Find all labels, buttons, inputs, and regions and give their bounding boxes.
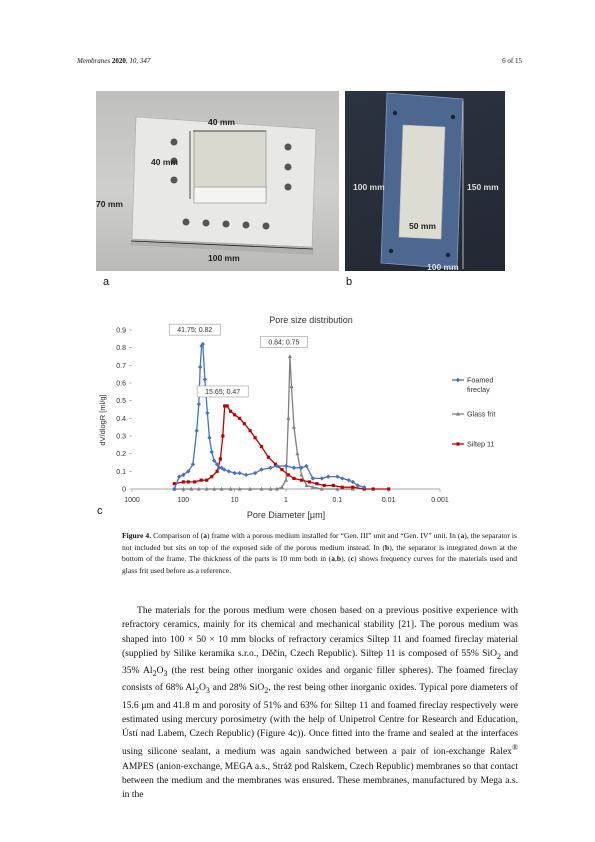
photo-b-label-center: 50 mm: [409, 221, 436, 231]
photo-frame-gen4-drawing: [345, 91, 505, 271]
data-point: [387, 487, 390, 490]
data-point: [238, 417, 241, 420]
data-point: [300, 479, 303, 482]
photo-a-label-side: 70 mm: [96, 199, 123, 209]
x-tick-label: 1000: [124, 497, 140, 504]
series-siltep-11: [173, 404, 391, 490]
chart-legend: [452, 376, 495, 449]
pore-size-chart: [96, 310, 506, 522]
data-point: [372, 487, 375, 490]
panel-letter-c: c: [97, 505, 103, 517]
photo-b-label-bottom: 100 mm: [427, 262, 459, 271]
x-tick-label: 0.1: [332, 497, 343, 504]
chart-series: [172, 339, 390, 491]
data-point: [268, 466, 272, 470]
subscript: 3: [163, 669, 168, 678]
data-point: [326, 474, 330, 478]
data-point: [280, 468, 283, 471]
paragraph-text: The materials for the porous medium were chosen based on a previous positive experience with refractory ceramics, mainly for its chemical and mechanical stability [21]. The porous medium was shaped into 100 × 50 × 10 mm blocks of refractory ceramics Siltep 11 and foamed fireclay material (supplied by Silike keramika s.r.o., Děčín, Czech Republic). Siltep 11 is composed of 55% SiO: [122, 605, 518, 659]
data-point: [227, 469, 231, 473]
data-point: [203, 377, 207, 381]
series-foamed-fireclay: [172, 339, 366, 491]
subscript: 3: [205, 686, 210, 696]
figure-caption: [122, 530, 517, 576]
panel-letter-b: b: [346, 276, 353, 288]
data-label: 41.75; 0.82: [177, 327, 213, 335]
caption-text: ,: [334, 554, 337, 564]
data-point: [288, 354, 292, 358]
caption-text: ) shows frequency curves for the materials used and glass frit used before as a reference.: [122, 554, 517, 575]
data-point: [226, 404, 229, 407]
caption-text: ). (: [341, 554, 351, 564]
legend-label: fireclay: [467, 385, 490, 394]
photo-a-label-top: 40 mm: [208, 117, 235, 127]
running-header-journal: [77, 57, 150, 65]
caption-ref: a: [460, 531, 465, 540]
data-point: [244, 473, 248, 477]
legend-label: Glass frit: [467, 409, 496, 419]
y-tick-label: 0.3: [116, 433, 126, 441]
data-point: [347, 478, 351, 482]
data-point: [267, 456, 270, 459]
y-tick-label: 0.5: [116, 398, 126, 406]
data-point: [320, 476, 324, 480]
paragraph-text: O: [198, 682, 206, 694]
paragraph-text: , the rest being other inorganic oxides. Typical pore diameters of 15.6 μm and 41.8 m and porosity of 51% and 63% for Siltep 11 and foamed fireclay respectively were estimated using mercury porosimetry (with the help of Unipetrol Centre for Research and Education, Ústí nad Labem, Czech Republic) (Figure 4c)). Once fitted into the frame and sealed at the interfaces using silicone sealant, a medium was again sandwiched between a pair of ion-exchange Ralex: [122, 682, 518, 758]
data-point: [456, 378, 460, 382]
y-tick-label: 0.9: [116, 327, 126, 335]
data-point: [287, 473, 290, 476]
data-point: [335, 474, 339, 478]
x-tick-label: 0.01: [381, 497, 396, 504]
x-tick-label: 100: [177, 497, 190, 504]
data-point: [284, 478, 288, 482]
data-point: [253, 436, 256, 439]
photo-frame-gen3-drawing: [96, 91, 339, 271]
data-point: [221, 434, 224, 437]
caption-ref: c: [350, 554, 355, 564]
data-point: [210, 475, 213, 478]
page-number: 6 of 15: [502, 57, 522, 65]
photo-a-label-height: 40 mm: [151, 157, 178, 167]
x-tick-label: 0.001: [431, 497, 449, 504]
photo-frame-gen4: [345, 91, 505, 271]
y-tick-label: 0.8: [116, 345, 126, 353]
data-point: [292, 466, 296, 470]
legend-label: Foamed: [467, 375, 494, 385]
data-point: [299, 473, 303, 477]
y-tick-label: 0.6: [116, 380, 126, 388]
series-line: [174, 406, 388, 489]
caption-ref: a: [331, 554, 335, 564]
chart-y-label: dV/dlogR [ml/g]: [98, 394, 107, 446]
data-point: [284, 464, 288, 468]
chart-x-label: Pore Diameter [μm]: [246, 510, 326, 520]
data-point: [210, 450, 214, 454]
paragraph-text: AMPES (anion-exchange, MEGA a.s., Stráž pod Ralskem, Czech Republic) membranes so that contact between the medium and the membranes was ensured. These membranes, manufactured by Mega a.s. in the: [122, 760, 518, 801]
data-point: [243, 422, 246, 425]
data-point: [295, 451, 299, 455]
caption-label: Figure 4.: [122, 531, 152, 540]
data-point: [233, 413, 236, 416]
legend-label: Siltep 11: [467, 439, 495, 449]
data-point: [456, 442, 459, 445]
subscript: 2: [264, 686, 269, 696]
y-tick-label: 0.7: [116, 362, 126, 370]
data-point: [249, 429, 252, 432]
data-point: [177, 474, 181, 478]
data-point: [332, 484, 335, 487]
chart-title: Pore size distribution: [269, 315, 353, 325]
data-point: [292, 477, 295, 480]
caption-text: Comparison of (: [151, 531, 204, 540]
data-point: [200, 479, 203, 482]
photo-frame-gen3: [96, 91, 339, 271]
data-label: 15.65; 0.47: [205, 388, 241, 396]
data-point: [232, 471, 236, 475]
body-paragraph: [122, 604, 518, 803]
caption-ref: a: [203, 531, 208, 540]
paragraph-text: and 35% Al: [122, 647, 519, 677]
superscript: ®: [511, 743, 518, 753]
journal-name: Membranes: [77, 57, 111, 65]
y-tick-label: 0: [122, 486, 126, 494]
chart-axes: [116, 328, 449, 505]
caption-text: ), the separator is integrated down at the bottom of the frame. The thickness of the parts is 10 mm both in (: [122, 542, 517, 564]
data-point: [304, 464, 308, 468]
data-point: [205, 479, 208, 482]
data-point: [194, 429, 198, 433]
data-point: [286, 416, 290, 420]
data-point: [237, 471, 241, 475]
y-tick-label: 0.4: [116, 415, 126, 423]
caption-text: ) frame with a porous medium installed for “Gen. III” unit and “Gen. IV” unit. In (: [207, 531, 461, 540]
data-point: [187, 480, 190, 483]
data-point: [323, 484, 326, 487]
data-point: [205, 411, 209, 415]
data-point: [215, 470, 218, 473]
chart-annotations: [169, 324, 307, 397]
photo-a-label-bottom: 100 mm: [208, 253, 240, 263]
y-tick-label: 0.2: [116, 451, 126, 459]
data-point: [229, 410, 232, 413]
data-point: [193, 480, 196, 483]
x-tick-label: 1: [284, 497, 288, 504]
data-point: [182, 480, 185, 483]
data-point: [219, 457, 222, 460]
subscript: 2: [497, 651, 501, 661]
caption-text: ), the separator is not included but sits on top of the exposed side of the porous medium instead. In (: [122, 531, 517, 552]
paragraph-text: (the rest being other inorganic oxides and organic filler spheres). The foamed fireclay consists of 68% Al: [122, 665, 518, 694]
paragraph-text: O: [156, 665, 164, 677]
photo-b-label-right: 150 mm: [467, 182, 499, 192]
panel-letter-a: a: [103, 276, 110, 288]
data-point: [198, 365, 202, 369]
data-point: [260, 445, 263, 448]
paragraph-text: and 28% SiO: [209, 682, 265, 694]
data-point: [207, 436, 211, 440]
data-point: [290, 384, 294, 388]
caption-ref: b: [336, 554, 342, 564]
data-point: [292, 425, 296, 429]
subscript: 2: [152, 669, 157, 678]
data-point: [308, 480, 311, 483]
journal-year: 2020: [111, 57, 126, 65]
photo-b-label-left: 100 mm: [353, 182, 385, 192]
data-point: [315, 482, 318, 485]
journal-volume: , 10, 347: [125, 57, 151, 65]
data-point: [341, 486, 344, 489]
caption-ref: b: [384, 542, 390, 552]
data-label: 0.84; 0.75: [268, 339, 300, 347]
data-point: [351, 486, 354, 489]
y-tick-label: 0.1: [116, 468, 126, 476]
x-tick-label: 10: [230, 497, 239, 504]
data-point: [197, 402, 201, 406]
data-point: [340, 476, 344, 480]
subscript: 2: [194, 686, 199, 696]
